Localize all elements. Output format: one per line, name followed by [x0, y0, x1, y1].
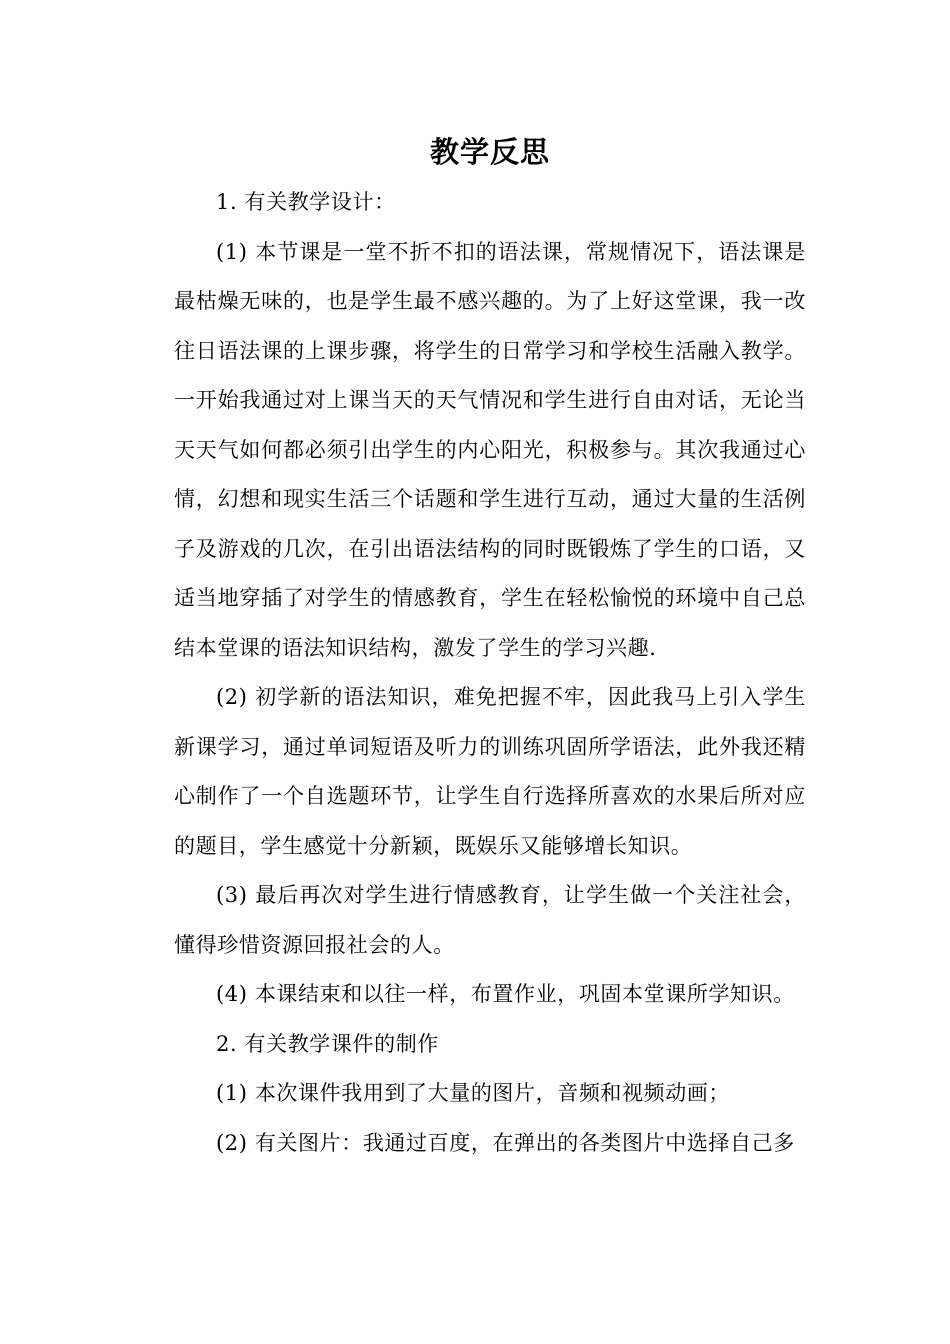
- document-page: [174, 128, 806, 1168]
- paragraph-item-3: (3) 最后再次对学生进行情感教育，让学生做一个关注社会，懂得珍惜资源回报社会的人。: [174, 883, 806, 957]
- section-heading-teaching-design: 1. 有关教学设计：: [216, 190, 396, 214]
- paragraph-item-4: (4) 本课结束和以往一样，布置作业，巩固本堂课所学知识。: [216, 982, 795, 1006]
- paragraph-courseware-1: (1) 本次课件我用到了大量的图片，音频和视频动画；: [216, 1081, 731, 1105]
- section-heading-courseware: 2. 有关教学课件的制作: [216, 1031, 439, 1056]
- paragraph-item-2: (2) 初学新的语法知识，难免把握不牢，因此我马上引入学生新课学习，通过单词短语及听力的训练巩固所学语法，此外我还精心制作了一个自选题环节，让学生自行选择所喜欢的水果后所对应的题目，学生感觉十分新颖，既娱乐又能够增长知识。: [174, 685, 806, 858]
- document-title: 教学反思: [429, 135, 550, 169]
- paragraph-courseware-2: (2) 有关图片：我通过百度，在弹出的各类图片中选择自己多: [216, 1130, 795, 1155]
- paragraph-item-1: (1) 本节课是一堂不折不扣的语法课，常规情况下，语法课是最枯燥无味的，也是学生最不感兴趣的。为了上好这堂课，我一改往日语法课的上课步骤，将学生的日常学习和学校生活融入教学。一开始我通过对上课当天的天气情况和学生进行自由对话，无论当天天气如何都必须引出学生的内心阳光，积极参与。其次我通过心情，幻想和现实生活三个话题和学生进行互动，通过大量的生活例子及游戏的几次，在引出语法结构的同时既锻炼了学生的口语，又适当地穿插了对学生的情感教育，学生在轻松愉悦的环境中自己总结本堂课的语法知识结构，激发了学生的学习兴趣.: [174, 239, 806, 660]
